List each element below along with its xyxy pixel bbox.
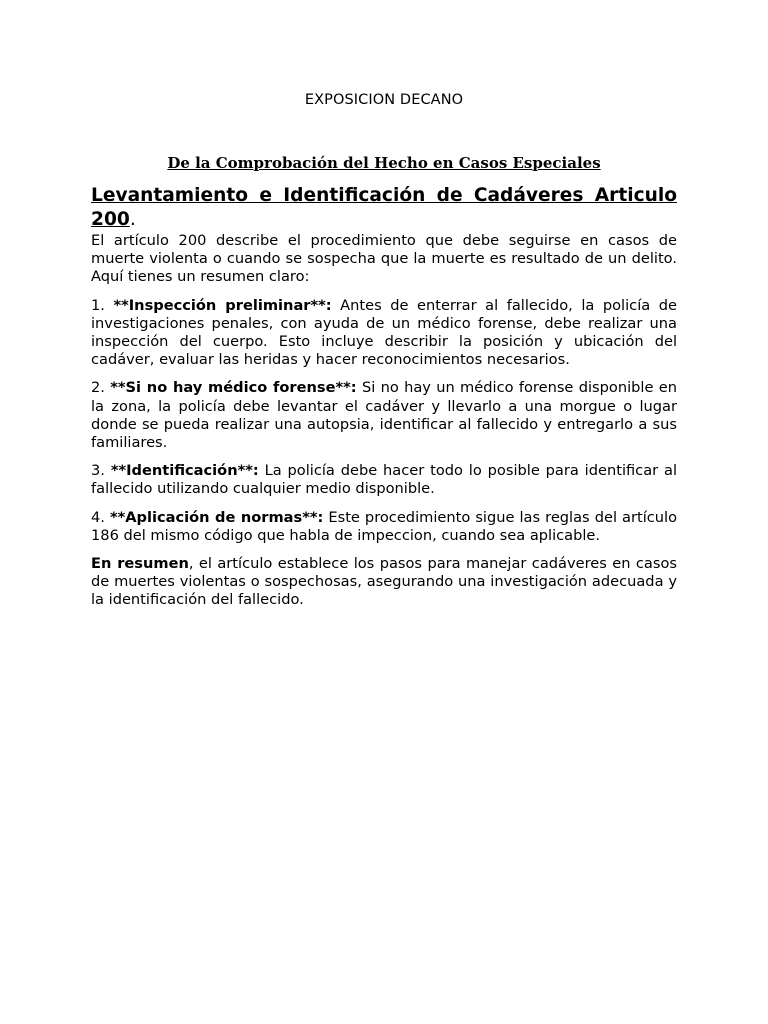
main-heading-suffix: .: [129, 209, 136, 230]
document-title: EXPOSICION DECANO: [304, 92, 464, 108]
summary-lead: En resumen: [91, 555, 189, 573]
main-heading-line: [91, 184, 677, 232]
item-heading: **Si no hay médico forense**:: [110, 379, 357, 397]
item-text: La policía debe hacer todo lo posible para identificar al fallecido utilizando cualquier medio disponible.: [91, 462, 678, 498]
item-heading: **Inspección preliminar**:: [113, 296, 332, 314]
item-number: 2.: [91, 379, 105, 397]
summary-paragraph: [91, 555, 677, 610]
item-text: Este procedimiento sigue las reglas del artículo 186 del mismo código que habla de impeccion, cuando sea aplicable.: [91, 508, 678, 544]
item-number: 1.: [91, 296, 105, 314]
item-text: Si no hay un médico forense disponible en la zona, la policía debe levantar el cadáver y llevarlo a una morgue o lugar donde se pueda realizar una autopsia, identificar al fallecido y entregarlo a sus familiares.: [91, 379, 678, 452]
summary-text: , el artículo establece los pasos para manejar cadáveres en casos de muertes violentas o sospechosas, asegurando una investigación adecuada y la identificación del fallecido.: [91, 555, 677, 609]
list-item: [91, 379, 677, 452]
intro-paragraph: El artículo 200 describe el procedimiento que debe seguirse en casos de muerte violenta o cuando se sospecha que la muerte es resultado de un delito. Aquí tienes un resumen claro:: [91, 232, 677, 286]
item-number: 4.: [91, 508, 105, 526]
item-heading: **Aplicación de normas**:: [109, 508, 324, 526]
main-heading: Levantamiento e Identificación de Cadáveres Articulo 200: [91, 185, 677, 230]
document-body: [91, 184, 677, 610]
section-heading: De la Comprobación del Hecho en Casos Especiales: [167, 154, 601, 172]
item-number: 3.: [91, 462, 105, 480]
item-heading: **Identificación**:: [110, 462, 259, 480]
list-item: [91, 297, 677, 370]
list-item: [91, 509, 677, 545]
item-text: Antes de enterrar al fallecido, la policía de investigaciones penales, con ayuda de un médico forense, debe realizar una inspección del cuerpo. Esto incluye describir la posición y ubicación del cadáver, evaluar las heridas y hacer reconocimientos necesarios.: [91, 296, 677, 369]
list-item: [91, 462, 677, 498]
